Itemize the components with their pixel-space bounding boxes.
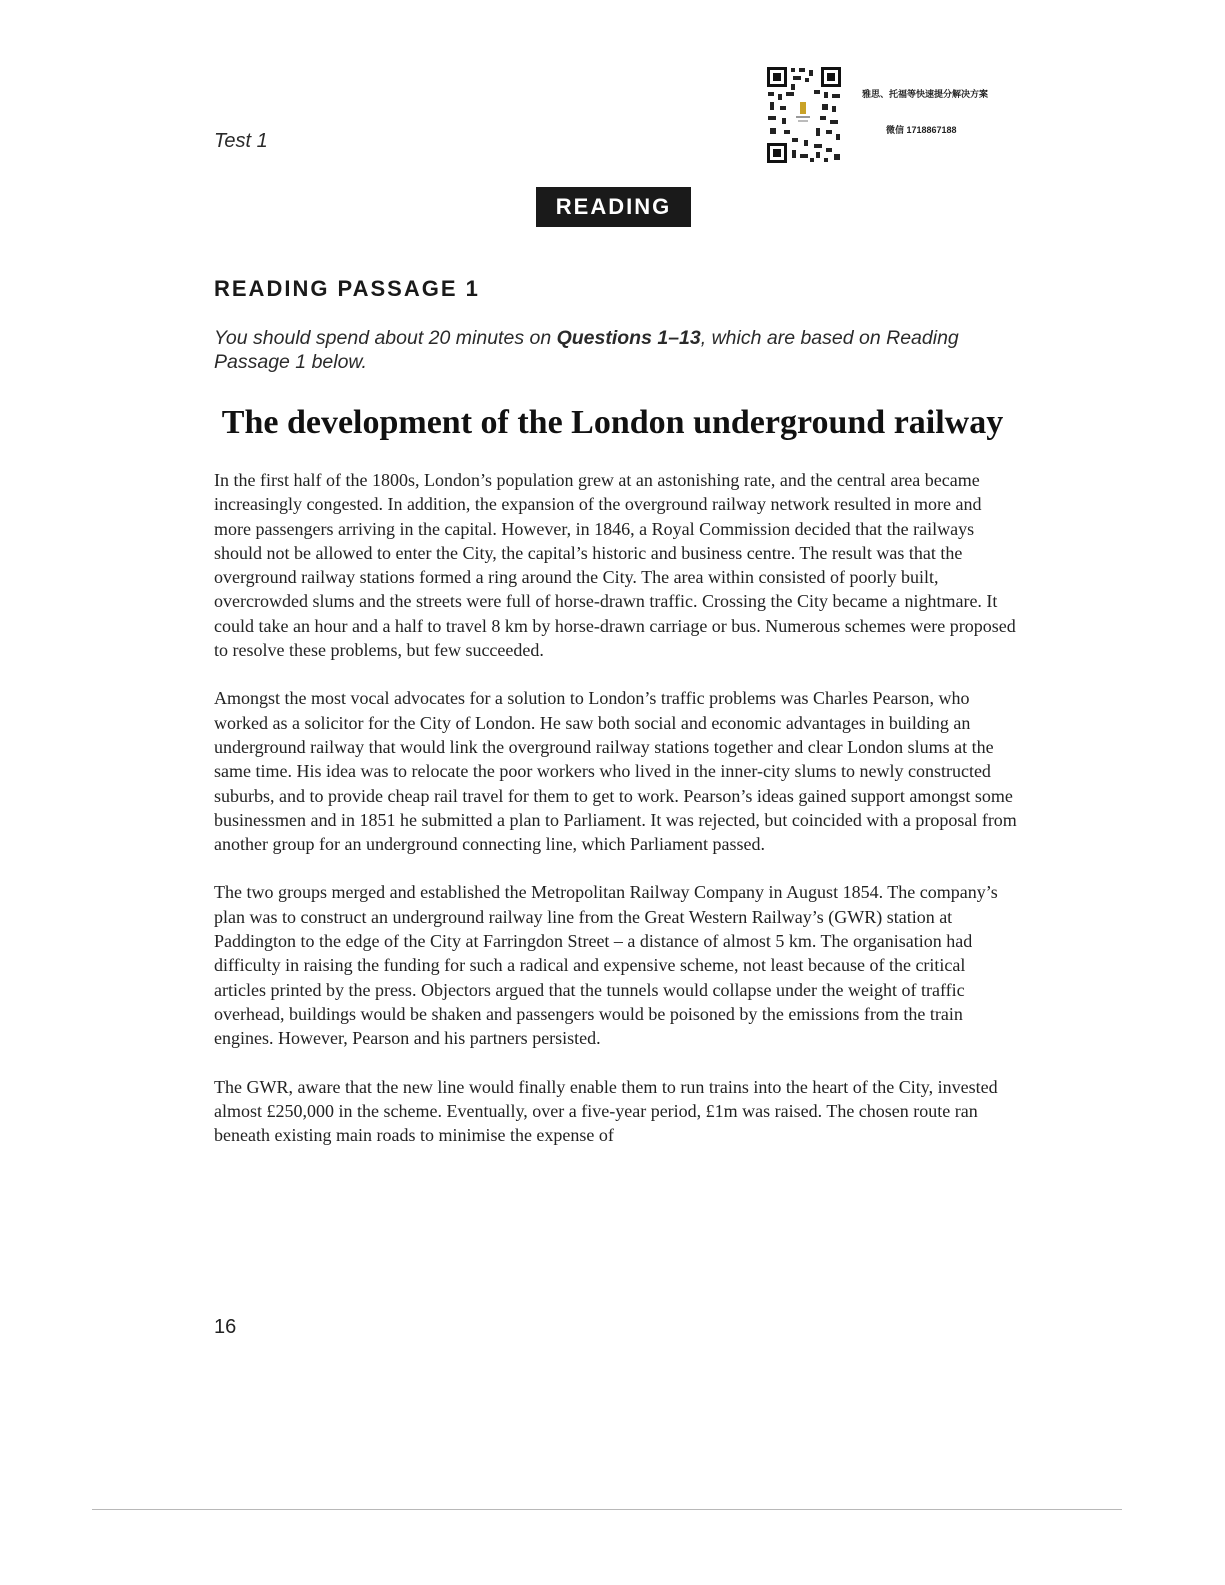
instruction-questions: Questions 1–13 [556,327,701,349]
paragraph: Amongst the most vocal advocates for a solution to London’s traffic problems was Charles Pearson, who worked as a solicitor for the City of London. He saw both social and economic advantages in building an underground railway that would link the overground railway stations together and clear London slums at the same time. His idea was to relocate the poor workers who lived in the inner-city slums to newly constructed suburbs, and to provide cheap rail travel for them to get to work. Pearson’s ideas gained support amongst some businessmen and in 1851 he submitted a plan to Parliament. It was rejected, but coincided with a proposal from another group for an underground connecting line, which Parliament passed. [214,688,1017,855]
instruction-part2: , which are based on Reading Passage 1 below. [214,327,959,373]
page-number: 16 [214,1316,237,1338]
instruction-text [214,326,1014,374]
footer-divider [92,1509,1122,1510]
qr-promo-text: 雅思、托福等快速提分解决方案 [862,89,989,99]
section-badge: READING [536,187,691,227]
article-body [214,468,1019,1171]
qr-contact-text: 微信 1718867188 [886,125,957,135]
paragraph: In the first half of the 1800s, London’s population grew at an astonishing rate, and the central area became increasingly congested. In addition, the expansion of the overground railway network resulted in more and more passengers arriving in the capital. However, in 1846, a Royal Commission decided that the railways should not be allowed to enter the City, the capital’s historic and business centre. The result was that the overground railway stations formed a ring around the City. The area within consisted of poorly built, overcrowded slums and the streets were full of horse-drawn traffic. Crossing the City became a nightmare. It could take an hour and a half to travel 8 km by horse-drawn carriage or bus. Numerous schemes were proposed to resolve these problems, but few succeeded. [214,470,1016,661]
paragraph: The GWR, aware that the new line would finally enable them to run trains into the heart of the City, invested almost £250,000 in the scheme. Eventually, over a five-year period, £1m was raised. The chosen route ran beneath existing main roads to minimise the expense of [214,1076,998,1146]
article-title: The development of the London underground railway [221,404,1004,441]
paragraph: The two groups merged and established the Metropolitan Railway Company in August 1854. The company’s plan was to construct an underground railway line from the Great Western Railway’s (GWR) station at Paddington to the edge of the City at Farringdon Street – a distance of almost 5 km. The organisation had difficulty in raising the funding for such a radical and expensive scheme, not least because of the critical articles printed by the press. Objectors argued that the tunnels would collapse under the weight of traffic overhead, buildings would be shaken and passengers would be poisoned by the emissions from the train engines. However, Pearson and his partners persisted. [214,882,998,1049]
passage-heading: READING PASSAGE 1 [214,276,480,301]
instruction-part1: You should spend about 20 minutes on [214,327,557,349]
page-label: Test 1 [214,130,268,152]
qr-code-icon [766,66,842,164]
